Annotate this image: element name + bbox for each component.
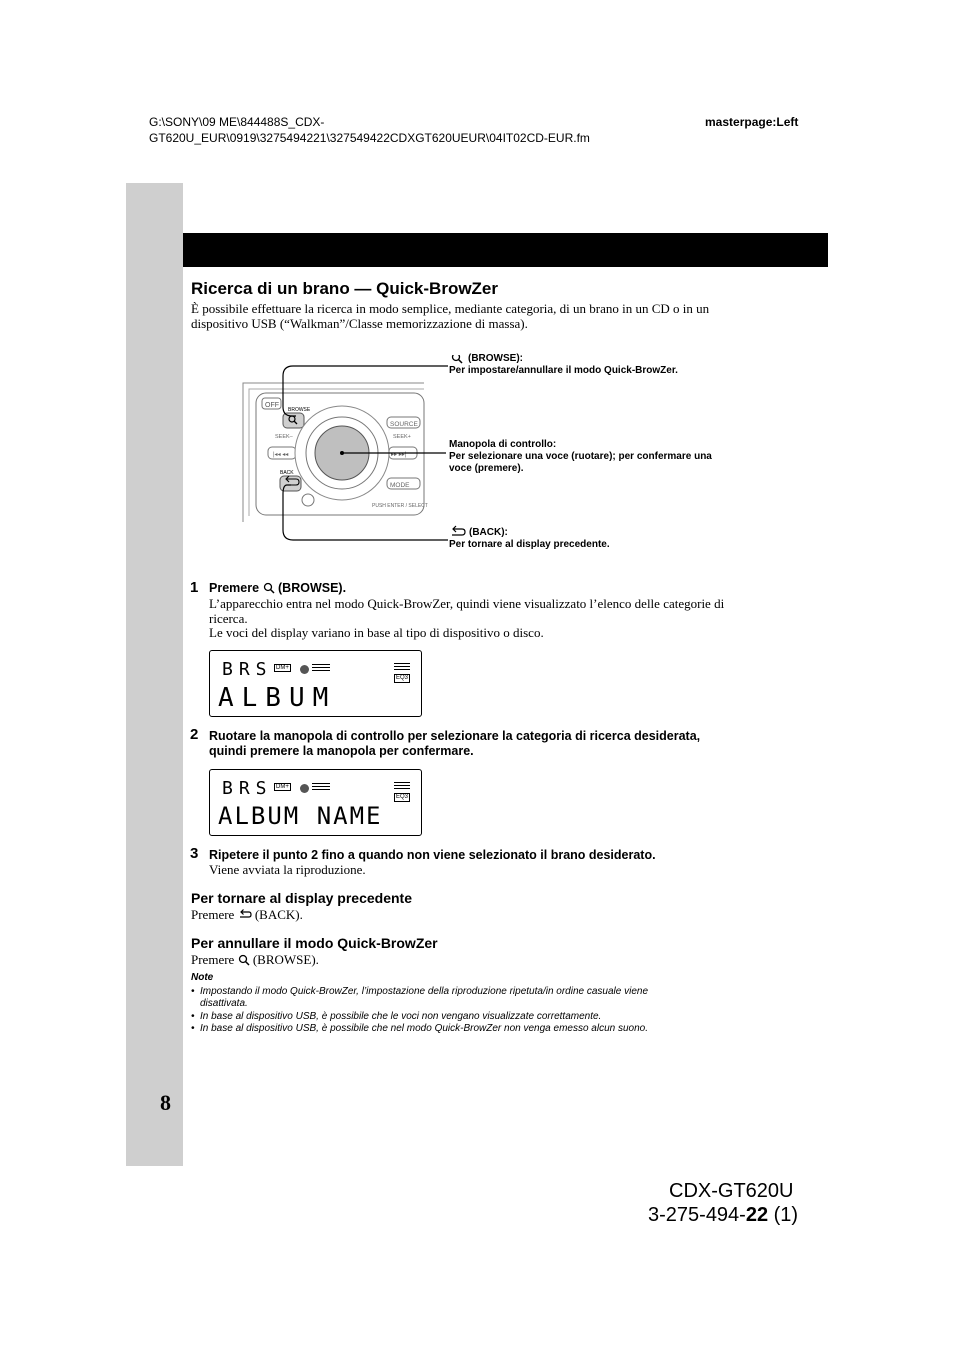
search-icon [238, 954, 250, 966]
lcd1-eq-label: EQ3 [396, 675, 409, 681]
callout-browse-desc: Per impostare/annullare il modo Quick-BrowZer. [449, 365, 678, 376]
note-item-2: In base al dispositivo USB, è possibile che le voci non vengano visualizzate correttamente. [200, 1011, 602, 1022]
section-header-bar [183, 233, 828, 267]
callout-knob-title: Manopola di controllo: [449, 439, 557, 450]
notes-title: Note [191, 972, 214, 983]
page-side-tab [126, 183, 183, 1166]
page-number: 8 [160, 1090, 171, 1115]
back-section-post: (BACK). [254, 907, 303, 922]
lcd2-globe-icon [300, 784, 309, 793]
step-1-title-post: (BROWSE). [278, 581, 347, 595]
off-label: OFF [265, 402, 279, 409]
search-icon [263, 582, 275, 594]
step-1-number: 1 [190, 579, 199, 596]
step-1-title [209, 581, 346, 596]
footer-code-post: (1) [768, 1204, 799, 1226]
lcd1-top-text: BRS [222, 659, 273, 680]
step-2-title1: Ruotare la manopola di controllo per selezionare la categoria di ricerca desiderata, [209, 729, 701, 743]
browse-label: BROWSE [288, 407, 311, 413]
step-3-number: 3 [190, 845, 199, 862]
footer-model: CDX-GT620U [669, 1180, 794, 1202]
lcd2-top-text: BRS [222, 778, 273, 799]
cancel-section-post: (BROWSE). [252, 952, 319, 967]
note-item-3: In base al dispositivo USB, è possibile che nel modo Quick-BrowZer non venga emesso alcun suono. [200, 1023, 649, 1034]
lcd-display-1 [209, 650, 422, 717]
source-label: SOURCE [390, 421, 418, 428]
seek-plus-label: SEEK+ [393, 434, 411, 440]
lcd2-main-text: ALBUM NAME [218, 802, 383, 830]
lcd2-eq-label: EQ3 [396, 794, 409, 800]
mode-label: MODE [390, 482, 410, 489]
browse-callout-icon [453, 355, 463, 363]
step-1-text3: Le voci del display variano in base al tipo di dispositivo o disco. [209, 625, 544, 640]
note-bullet-2: • [191, 1011, 195, 1022]
back-section-text [191, 907, 303, 922]
step-1-text2: ricerca. [209, 611, 248, 626]
note-item-1-line2: disattivata. [200, 998, 248, 1009]
lcd1-globe-icon [300, 665, 309, 674]
step-2-number: 2 [190, 726, 199, 743]
cancel-section-text [191, 952, 319, 967]
file-path-line1: G:\SONY\09 ME\844488S_CDX- [149, 115, 325, 129]
svg-text:▸▸ ▸▸|: ▸▸ ▸▸| [391, 452, 407, 458]
note-item-1-line1: Impostando il modo Quick-BrowZer, l’impostazione della riproduzione ripetuta/in ordine casuale viene [200, 986, 649, 997]
step-3-title: Ripetere il punto 2 fino a quando non viene selezionato il brano desiderato. [209, 848, 656, 862]
note-bullet-3: • [191, 1023, 195, 1034]
lcd-display-2 [209, 769, 422, 836]
callout-back-title: (BACK): [469, 527, 508, 538]
masterpage-label: masterpage:Left [705, 115, 799, 129]
lcd1-level-icon [312, 664, 330, 673]
section-title: Ricerca di un brano — Quick-BrowZer [191, 279, 499, 298]
lcd1-badge: DM+ [276, 665, 289, 671]
footer-code-pre: 3-275-494- [648, 1204, 746, 1226]
step-3-text: Viene avviata la riproduzione. [209, 862, 366, 877]
step-1-title-pre: Premere [209, 581, 260, 595]
cancel-section-title: Per annullare il modo Quick-BrowZer [191, 935, 438, 951]
callout-knob-desc1: Per selezionare una voce (ruotare); per confermare una [449, 451, 712, 462]
intro-line2: dispositivo USB (“Walkman”/Classe memorizzazione di massa). [191, 316, 528, 331]
push-enter-label: PUSH ENTER / SELECT [372, 503, 428, 509]
lcd1-main-text: ALBUM [218, 683, 337, 713]
note-bullet-1: • [191, 986, 195, 997]
file-path-line2: GT620U_EUR\0919\3275494221\327549422CDXGT620UEUR\04IT02CD-EUR.fm [149, 131, 590, 145]
step-1-text1: L’apparecchio entra nel modo Quick-BrowZer, quindi viene visualizzato l’elenco delle categorie di [209, 596, 725, 611]
step-2-title2: quindi premere la manopola per confermare. [209, 744, 474, 758]
svg-text:|◂◂ ◂◂: |◂◂ ◂◂ [273, 452, 289, 458]
lcd1-eq-bars-icon [394, 663, 410, 672]
back-label: BACK [280, 470, 294, 476]
lcd2-eq-bars-icon [394, 782, 410, 791]
lcd2-badge: DM+ [276, 784, 289, 790]
back-section-pre: Premere [191, 907, 235, 922]
back-icon [238, 909, 252, 920]
callout-knob-desc2: voce (premere). [449, 463, 524, 474]
back-callout-icon [452, 526, 465, 535]
seek-minus-label: SEEK– [275, 434, 293, 440]
intro-line1: È possibile effettuare la ricerca in modo semplice, mediante categoria, di un brano in un CD o in un [191, 301, 710, 316]
back-section-title: Per tornare al display precedente [191, 890, 412, 906]
callout-back-desc: Per tornare al display precedente. [449, 539, 610, 550]
footer-code [648, 1204, 798, 1227]
footer-code-bold: 22 [745, 1204, 769, 1226]
lcd2-level-icon [312, 783, 330, 792]
callout-browse-title: (BROWSE): [468, 353, 523, 364]
cancel-section-pre: Premere [191, 952, 235, 967]
